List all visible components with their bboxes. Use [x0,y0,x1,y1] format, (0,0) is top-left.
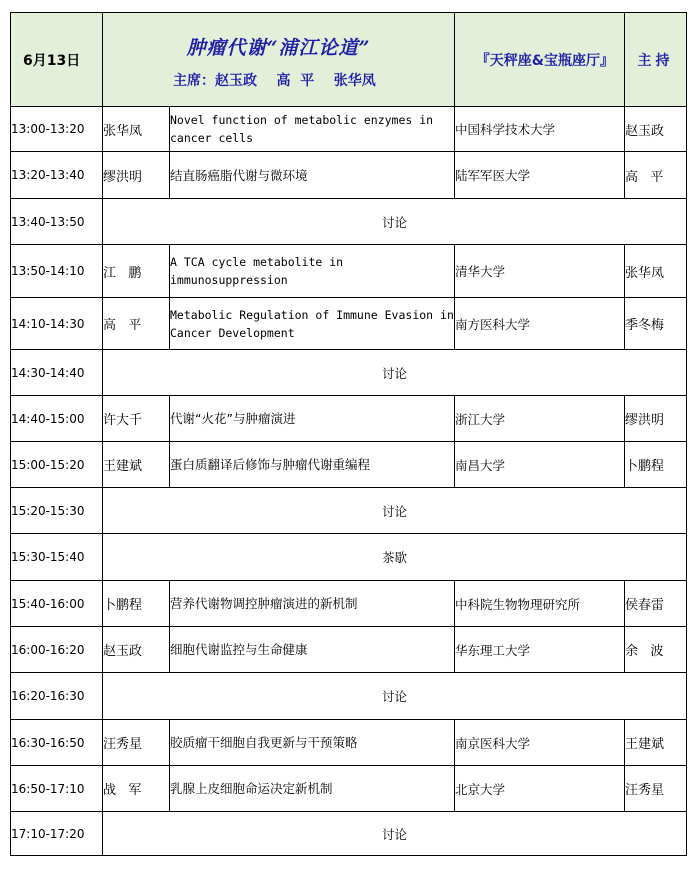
time-slot: 13:00-13:20 [11,107,103,152]
time-slot: 13:50-14:10 [11,245,103,298]
speaker-institution: 陆军军医大学 [455,152,625,199]
time-slot: 14:40-15:00 [11,396,103,442]
time-slot: 16:50-17:10 [11,766,103,812]
schedule-row [11,442,687,488]
talk-topic: 细胞代谢监控与生命健康 [170,627,455,673]
speaker-name: 缪洪明 [103,152,170,199]
break-label: 讨论 [103,199,687,245]
time-slot: 16:30-16:50 [11,720,103,766]
speaker-name: 卜鹏程 [103,581,170,627]
talk-topic: 乳腺上皮细胞命运决定新机制 [170,766,455,812]
session-title-cell [103,13,455,107]
speaker-name: 江 鹏 [103,245,170,298]
moderator-name: 侯春雷 [625,581,687,627]
speaker-name: 张华凤 [103,107,170,152]
time-slot: 15:40-16:00 [11,581,103,627]
moderator-name: 张华凤 [625,245,687,298]
schedule-break-row [11,350,687,396]
schedule-table [10,12,687,856]
speaker-institution: 清华大学 [455,245,625,298]
schedule-break-row [11,673,687,720]
talk-topic: 蛋白质翻译后修饰与肿瘤代谢重编程 [170,442,455,488]
break-label: 茶歇 [103,534,687,581]
speaker-institution: 浙江大学 [455,396,625,442]
talk-topic: Metabolic Regulation of Immune Evasion in Cancer Development [170,298,455,350]
speaker-institution: 北京大学 [455,766,625,812]
time-slot: 17:10-17:20 [11,812,103,856]
session-venue: 『天秤座&宝瓶座厅』 [455,13,625,107]
speaker-name: 赵玉政 [103,627,170,673]
talk-topic: 代谢“火花”与肿瘤演进 [170,396,455,442]
schedule-row [11,152,687,199]
break-label: 讨论 [103,488,687,534]
moderator-name: 余 波 [625,627,687,673]
time-slot: 15:00-15:20 [11,442,103,488]
time-slot: 16:00-16:20 [11,627,103,673]
schedule-row [11,766,687,812]
time-slot: 15:30-15:40 [11,534,103,581]
speaker-name: 许大千 [103,396,170,442]
time-slot: 16:20-16:30 [11,673,103,720]
moderator-name: 高 平 [625,152,687,199]
schedule-break-row [11,534,687,581]
moderator-name: 赵玉政 [625,107,687,152]
moderator-name: 王建斌 [625,720,687,766]
speaker-institution: 南京医科大学 [455,720,625,766]
time-slot: 13:20-13:40 [11,152,103,199]
schedule-row [11,298,687,350]
schedule-document [10,12,687,856]
speaker-institution: 华东理工大学 [455,627,625,673]
speaker-institution: 南昌大学 [455,442,625,488]
moderator-name: 卜鹏程 [625,442,687,488]
schedule-row [11,720,687,766]
talk-topic: 胶质瘤干细胞自我更新与干预策略 [170,720,455,766]
time-slot: 13:40-13:50 [11,199,103,245]
schedule-row [11,396,687,442]
schedule-break-row [11,488,687,534]
moderator-name: 汪秀星 [625,766,687,812]
moderator-name: 季冬梅 [625,298,687,350]
time-slot: 15:20-15:30 [11,488,103,534]
schedule-break-row [11,199,687,245]
speaker-name: 高 平 [103,298,170,350]
speaker-name: 汪秀星 [103,720,170,766]
talk-topic: A TCA cycle metabolite in immunosuppression [170,245,455,298]
header-row [11,13,687,107]
speaker-institution: 中国科学技术大学 [455,107,625,152]
speaker-institution: 南方医科大学 [455,298,625,350]
break-label: 讨论 [103,673,687,720]
moderator-name: 缪洪明 [625,396,687,442]
moderator-header: 主持 [625,13,687,107]
time-slot: 14:30-14:40 [11,350,103,396]
time-slot: 14:10-14:30 [11,298,103,350]
schedule-break-row [11,812,687,856]
break-label: 讨论 [103,812,687,856]
talk-topic: Novel function of metabolic enzymes in cancer cells [170,107,455,152]
session-chairs: 主席：赵玉政 高 平 张华凤 [173,73,376,89]
session-date: 6月13日 [11,13,103,107]
speaker-institution: 中科院生物物理研究所 [455,581,625,627]
schedule-row [11,245,687,298]
schedule-row [11,581,687,627]
talk-topic: 营养代谢物调控肿瘤演进的新机制 [170,581,455,627]
break-label: 讨论 [103,350,687,396]
schedule-row [11,107,687,152]
talk-topic: 结直肠癌脂代谢与微环境 [170,152,455,199]
speaker-name: 战 军 [103,766,170,812]
speaker-name: 王建斌 [103,442,170,488]
schedule-row [11,627,687,673]
session-title: 肿瘤代谢“浦江论道” [186,37,371,59]
